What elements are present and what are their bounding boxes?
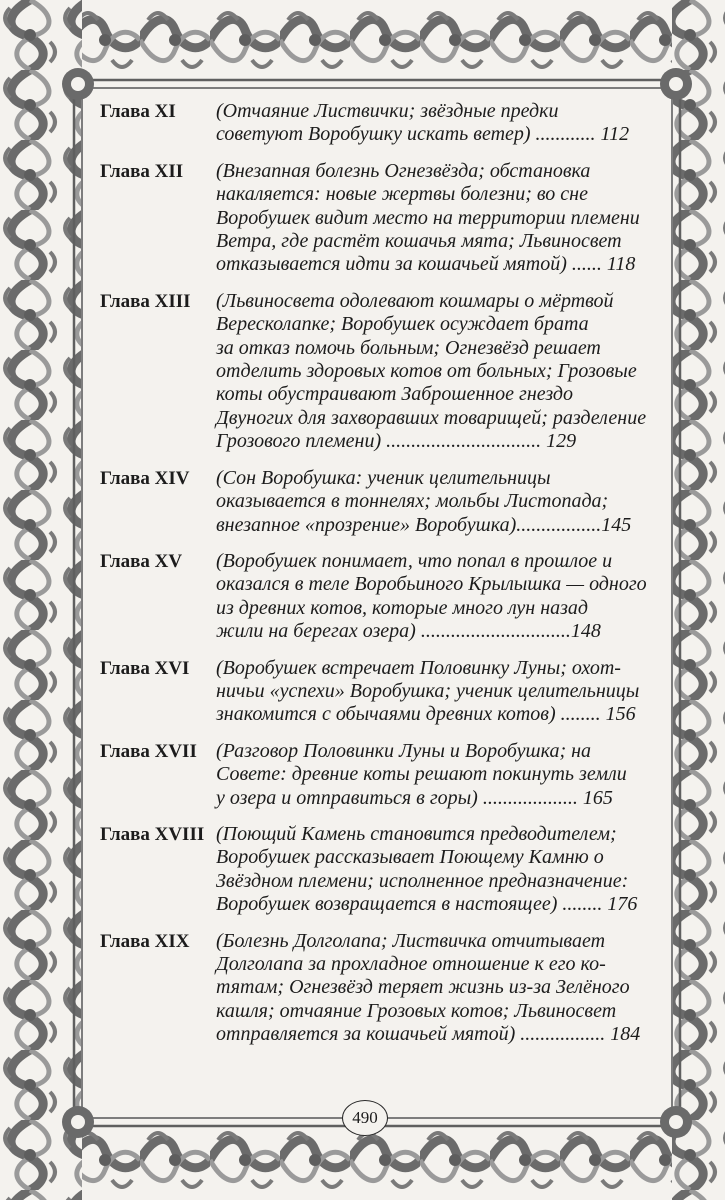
chapter-label: Глава XVII [100, 740, 197, 762]
chapter-label: Глава XI [100, 101, 176, 122]
summary-line: Ветра, где растёт кошачья мята; Львиносвет [216, 230, 622, 253]
summary-line: у озера и отправиться в горы) ................... 165 [216, 786, 613, 809]
summary-line: жили на берегах озера) ..............................148 [216, 620, 601, 643]
summary-line: Грозового племени) ............................... 129 [216, 430, 577, 453]
toc-entry-chapter-18 [100, 823, 660, 917]
chapter-label: Глава XV [100, 550, 183, 572]
chapter-summary [216, 657, 660, 727]
chapter-label: Глава XVIII [100, 823, 205, 845]
chapter-summary [216, 290, 660, 454]
chapter-label: Глава XIV [100, 467, 190, 489]
summary-line: ничьи «успехи» Воробушка; ученик целительницы [216, 679, 640, 702]
chapter-summary [216, 930, 660, 1047]
page-number: 490 [342, 1100, 388, 1136]
toc-entry-chapter-11 [100, 100, 660, 147]
chapter-summary [216, 467, 660, 537]
toc-entry-chapter-12 [100, 160, 660, 277]
summary-line: (Внезапная болезнь Огнезвёзда; обстановка [216, 159, 591, 182]
summary-line: за отказ помочь больным; Огнезвёзд решает [216, 336, 601, 359]
chapter-summary [216, 823, 660, 917]
chapter-label: Глава XIX [100, 930, 190, 952]
summary-line: оказался в теле Воробьиного Крылышка — одного [216, 573, 647, 596]
summary-line: (Болезнь Долголапа; Листвичка отчитывает [216, 929, 606, 952]
summary-line: из древних котов, которые много лун назад [216, 596, 589, 619]
summary-line: (Львиносвета одолевают кошмары о мёртвой [216, 289, 614, 312]
toc-entry-chapter-13 [100, 290, 660, 454]
summary-line: (Отчаяние Листвички; звёздные предки [216, 100, 559, 122]
summary-line: кашля; отчаяние Грозовых котов; Львиносвет [216, 999, 617, 1022]
summary-line: (Воробушек встречает Половинку Луны; охот- [216, 656, 621, 679]
toc-entry-chapter-19 [100, 930, 660, 1047]
chapter-summary [216, 100, 660, 147]
summary-line: коты обустраивают Заброшенное гнездо [216, 383, 574, 406]
toc-entry-chapter-14 [100, 467, 660, 537]
chapter-label: Глава XIII [100, 290, 191, 312]
summary-line: отделить здоровых котов от больных; Грозовые [216, 360, 637, 383]
chapter-summary [216, 740, 660, 810]
toc-entry-chapter-17 [100, 740, 660, 810]
chapter-label: Глава XVI [100, 657, 190, 679]
summary-line: Воробушек рассказывает Поющему Камню о [216, 846, 604, 869]
summary-line: (Воробушек понимает, что попал в прошлое и [216, 549, 613, 572]
summary-line: Звёздном племени; исполненное предназначение: [216, 869, 629, 892]
chapter-summary [216, 160, 660, 277]
summary-line: Долголапа за прохладное отношение к его ко- [216, 953, 606, 975]
summary-line: внезапное «прозрение» Воробушка).................145 [216, 513, 632, 536]
summary-line: Совете: древние коты решают покинуть земли [216, 763, 627, 786]
summary-line: советуют Воробушку искать ветер) ............ 112 [216, 123, 630, 146]
summary-line: отправляется за кошачьей мятой) ................. 184 [216, 1023, 641, 1046]
summary-line: Воробушек возвращается в настоящее) ........ 176 [216, 893, 638, 916]
summary-line: оказывается в тоннелях; мольбы Листопада; [216, 490, 609, 513]
summary-line: (Поющий Камень становится предводителем; [216, 822, 617, 845]
toc-entry-chapter-16 [100, 657, 660, 727]
summary-line: Двуногих для захворавших товарищей; разделение [216, 406, 647, 429]
summary-line: знакомится с обычаями древних котов) ........ 156 [216, 703, 636, 726]
summary-line: Воробушек видит место на территории племени [216, 206, 640, 229]
summary-line: отказывается идти за кошачьей мятой) ...... 118 [216, 253, 636, 276]
chapter-label: Глава XII [100, 160, 184, 182]
summary-line: тятам; Огнезвёзд теряет жизнь из-за Зелёного [216, 976, 630, 999]
summary-line: накаляется: новые жертвы болезни; во сне [216, 183, 588, 206]
toc-entry-chapter-15 [100, 550, 660, 644]
summary-line: (Сон Воробушка: ученик целительницы [216, 466, 551, 489]
table-of-contents [100, 100, 660, 1060]
summary-line: Вересколапке; Воробушек осуждает брата [216, 313, 589, 336]
chapter-summary [216, 550, 660, 644]
summary-line: (Разговор Половинки Луны и Воробушка; на [216, 739, 592, 762]
